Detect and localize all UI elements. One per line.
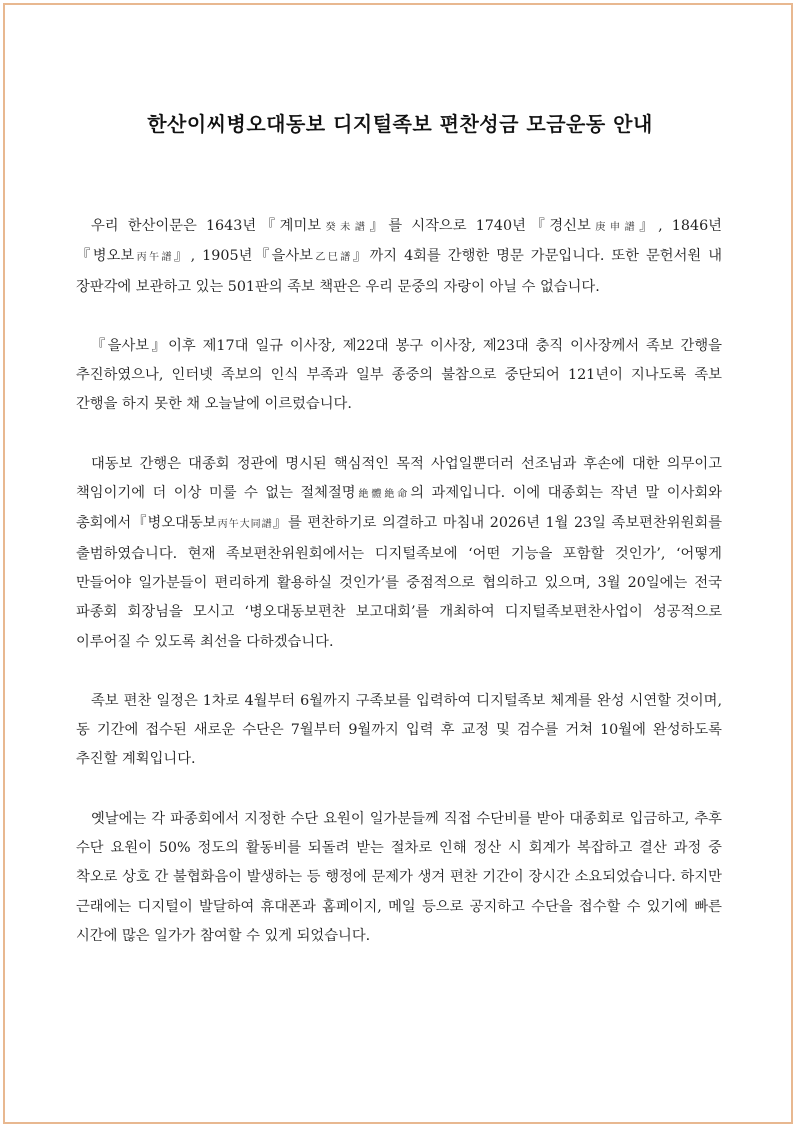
paragraph-text: 옛날에는 각 파종회에서 지정한 수단 요원이 일가분들께 직접 수단비를 받아 대종회로 입금하고, 추후 수단 요원이 50% 정도의 활동비를 되돌려 받는 절차로 인해 정산 시 회계가 복잡하고 결산 과정 중 착오로 상호 간 불협화음이 발생하는 등 행정에 문제가 생겨 편찬 기간이 장시간 소요되었습니다. 하지만 근래에는 디지털이 발달하여 휴대폰과 홈페이지, 메일 등으로 공지하고 수단을 접수할 수 있기에 빠른 시간에 많은 일가가 참여할 수 있게 되었습니다.: [76, 810, 722, 944]
paragraph-text: 『을사보』이후 제17대 일규 이사장, 제22대 봉구 이사장, 제23대 충직 이사장께서 족보 간행을 추진하였으나, 인터넷 족보의 인식 부족과 일부 종중의 불참으로 중단되어 121년이 지나도록 족보 간행을 하지 못한 채 오늘날에 이르렀습니다.: [76, 337, 722, 413]
paragraph-text: 의 과제입니다. 이에 대종회는 작년 말 이사회와 총회에서『병오대동보: [76, 485, 722, 532]
hanja-annotation: 丙午大同譜: [216, 519, 273, 531]
paragraph-2: [76, 332, 722, 420]
paragraph-text: 』를 시작으로 1740년『경신보: [369, 218, 591, 234]
hanja-annotation: 庚申譜: [590, 222, 640, 233]
paragraph-text: 족보 편찬 일정은 1차로 4월부터 6월까지 구족보를 입력하여 디지털족보 체계를 완성 시연할 것이며, 동 기간에 접수된 새로운 수단은 7월부터 9월까지 입력 후 교정 및 검수를 거쳐 10월에 완성하도록 추진할 계획입니다.: [76, 692, 723, 768]
paragraph-text: 』까지 4회를 간행한 명문 가문입니다. 또한 문헌서원 내 장판각에 보관하고 있는 501판의 족보 책판은 우리 문중의 자랑이 아닐 수 없습니다.: [76, 248, 723, 295]
paragraph-text: 』, 1905년『을사보: [173, 248, 313, 265]
paragraph-text: 』를 편찬하기로 의결하고 마침내 2026년 1월 23일 족보편찬위원회를 출범하였습니다. 현재 족보편찬위원회에서는 디지털족보에 ‘어떤 기능을 포함할 것인가’, ‘어떻게 만들어야 일가분들이 편리하게 활용하실 것인가’를 중점적으로 협의하고 있으며, 3월 20일에는 전국 파종회 회장님을 모시고 ‘병오대동보편찬 보고대회’를 개최하여 디지털족보편찬사업이 성공적으로 이루어질 수 있도록 최선을 다하겠습니다.: [76, 515, 723, 650]
paragraph-text: 』, 1846년『병오보: [76, 218, 722, 265]
hanja-annotation: 絶體絶命: [355, 489, 411, 501]
hanja-annotation: 癸未譜: [321, 222, 370, 233]
paragraph-3: [76, 450, 722, 657]
document-body: [76, 212, 722, 981]
paragraph-text: 우리 한산이문은 1643년『계미보: [91, 218, 322, 234]
paragraph-text: 대동보 간행은 대종회 정관에 명시된 핵심적인 목적 사업일뿐더러 선조님과 후손에 대한 의무이고 책임이기에 더 이상 미룰 수 없는 절체절명: [76, 455, 722, 502]
document-title: 한산이씨병오대동보 디지털족보 편찬성금 모금운동 안내: [147, 112, 653, 136]
paragraph-1: [76, 212, 722, 302]
paragraph-4: [76, 687, 722, 775]
hanja-annotation: 丙午譜: [134, 252, 174, 264]
hanja-annotation: 乙巳譜: [312, 252, 353, 264]
paragraph-5: [76, 805, 722, 951]
